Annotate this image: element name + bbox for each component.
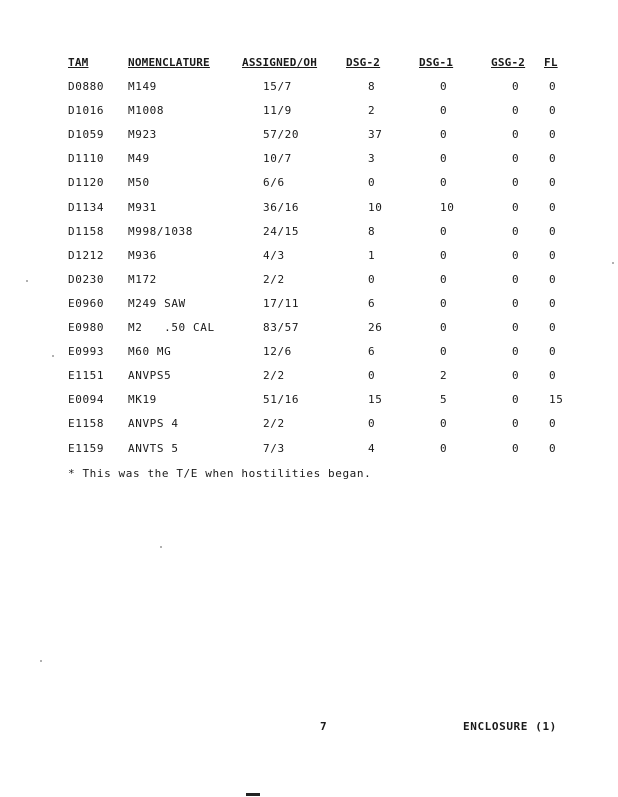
page-number: 7 bbox=[320, 720, 327, 733]
enclosure-label: ENCLOSURE (1) bbox=[463, 720, 557, 733]
header-tam: TAM bbox=[68, 56, 89, 69]
cell-nomenclature: ANVPS5 bbox=[128, 369, 172, 383]
cell-gsg2: 0 bbox=[512, 345, 520, 359]
table-row bbox=[0, 225, 618, 241]
cell-dsg1: 5 bbox=[440, 393, 448, 407]
table-row bbox=[0, 393, 618, 409]
cell-nomenclature: M50 bbox=[128, 176, 150, 190]
cell-tam: D1059 bbox=[68, 128, 105, 142]
cell-fl: 0 bbox=[549, 296, 557, 310]
cell-fl: 0 bbox=[549, 321, 557, 334]
cell-gsg2: 0 bbox=[512, 441, 520, 455]
header-dsg1: DSG-1 bbox=[419, 56, 454, 69]
cell-dsg2: 15 bbox=[368, 393, 383, 407]
cell-dsg1: 0 bbox=[440, 441, 448, 455]
cell-dsg2: 3 bbox=[368, 152, 376, 166]
cell-fl: 0 bbox=[549, 272, 557, 286]
cell-tam: E0980 bbox=[68, 321, 105, 334]
table-row bbox=[0, 104, 618, 120]
cell-nomenclature: M2 .50 CAL bbox=[128, 321, 215, 334]
cell-assigned: 24/15 bbox=[263, 224, 300, 238]
cell-tam: E0094 bbox=[68, 393, 105, 407]
table-row bbox=[0, 176, 618, 192]
table-row bbox=[0, 273, 618, 289]
header-assigned: ASSIGNED/OH bbox=[242, 56, 318, 69]
cell-dsg2: 37 bbox=[368, 128, 383, 142]
cell-fl: 0 bbox=[549, 200, 557, 214]
cell-assigned: 15/7 bbox=[263, 80, 292, 93]
cell-fl: 0 bbox=[549, 369, 557, 383]
cell-gsg2: 0 bbox=[512, 80, 520, 93]
table-row bbox=[0, 249, 618, 265]
cell-tam: E0960 bbox=[68, 296, 105, 310]
cell-tam: D1134 bbox=[68, 200, 105, 214]
cell-assigned: 12/6 bbox=[263, 345, 292, 359]
cell-gsg2: 0 bbox=[512, 417, 520, 431]
cell-fl: 0 bbox=[549, 80, 557, 93]
table-row bbox=[0, 152, 618, 168]
table-row bbox=[0, 442, 618, 458]
cell-assigned: 2/2 bbox=[263, 272, 285, 286]
cell-assigned: 51/16 bbox=[263, 393, 300, 407]
cell-nomenclature: M249 SAW bbox=[128, 296, 186, 310]
cell-fl: 0 bbox=[549, 176, 557, 190]
table-row bbox=[0, 345, 618, 361]
cell-dsg1: 0 bbox=[440, 80, 448, 93]
cell-dsg1: 0 bbox=[440, 272, 448, 286]
cell-gsg2: 0 bbox=[512, 200, 520, 214]
cell-nomenclature: M923 bbox=[128, 128, 157, 142]
cell-nomenclature: ANVPS 4 bbox=[128, 417, 179, 431]
cell-dsg1: 10 bbox=[440, 200, 455, 214]
cell-dsg2: 6 bbox=[368, 296, 376, 310]
cell-nomenclature: MK19 bbox=[128, 393, 157, 407]
cell-dsg2: 6 bbox=[368, 345, 376, 359]
cell-dsg1: 2 bbox=[440, 369, 448, 383]
header-fl: FL bbox=[544, 56, 558, 69]
cell-tam: E1158 bbox=[68, 417, 105, 431]
cell-assigned: 17/11 bbox=[263, 296, 300, 310]
cell-dsg1: 0 bbox=[440, 345, 448, 359]
cell-gsg2: 0 bbox=[512, 104, 520, 118]
cell-fl: 0 bbox=[549, 248, 557, 262]
cell-assigned: 83/57 bbox=[263, 321, 300, 334]
cell-nomenclature: M49 bbox=[128, 152, 150, 166]
cell-dsg2: 4 bbox=[368, 441, 376, 455]
cell-nomenclature: M149 bbox=[128, 80, 157, 93]
cell-assigned: 7/3 bbox=[263, 441, 285, 455]
cell-tam: E1159 bbox=[68, 441, 105, 455]
cell-tam: D1158 bbox=[68, 224, 105, 238]
table-row bbox=[0, 297, 618, 313]
cell-fl: 0 bbox=[549, 152, 557, 166]
cell-tam: D1016 bbox=[68, 104, 105, 118]
cell-gsg2: 0 bbox=[512, 128, 520, 142]
cell-gsg2: 0 bbox=[512, 369, 520, 383]
cell-dsg1: 0 bbox=[440, 417, 448, 431]
cell-dsg2: 0 bbox=[368, 176, 376, 190]
cell-dsg2: 0 bbox=[368, 417, 376, 431]
cell-dsg2: 10 bbox=[368, 200, 383, 214]
header-dsg2: DSG-2 bbox=[346, 56, 381, 69]
cell-nomenclature: M1008 bbox=[128, 104, 165, 118]
cell-fl: 0 bbox=[549, 417, 557, 431]
cell-dsg2: 8 bbox=[368, 80, 376, 93]
cell-gsg2: 0 bbox=[512, 248, 520, 262]
scan-speck bbox=[160, 546, 162, 548]
header-gsg2: GSG-2 bbox=[491, 56, 526, 69]
table-row bbox=[0, 80, 618, 96]
scan-speck bbox=[52, 355, 54, 357]
cell-tam: D1120 bbox=[68, 176, 105, 190]
cell-assigned: 36/16 bbox=[263, 200, 300, 214]
cell-gsg2: 0 bbox=[512, 176, 520, 190]
scan-mark bbox=[246, 793, 260, 796]
cell-assigned: 11/9 bbox=[263, 104, 292, 118]
cell-fl: 0 bbox=[549, 224, 557, 238]
cell-gsg2: 0 bbox=[512, 321, 520, 334]
table-row bbox=[0, 128, 618, 144]
cell-tam: D0880 bbox=[68, 80, 105, 93]
table-row bbox=[0, 321, 618, 337]
cell-nomenclature: M172 bbox=[128, 272, 157, 286]
cell-tam: D1110 bbox=[68, 152, 105, 166]
cell-dsg2: 0 bbox=[368, 272, 376, 286]
cell-dsg2: 0 bbox=[368, 369, 376, 383]
table-row bbox=[0, 369, 618, 385]
cell-dsg1: 0 bbox=[440, 296, 448, 310]
cell-tam: D0230 bbox=[68, 272, 105, 286]
footnote: * This was the T/E when hostilities began. bbox=[68, 467, 372, 480]
cell-gsg2: 0 bbox=[512, 393, 520, 407]
cell-dsg1: 0 bbox=[440, 224, 448, 238]
cell-assigned: 2/2 bbox=[263, 369, 285, 383]
cell-dsg1: 0 bbox=[440, 176, 448, 190]
cell-tam: E0993 bbox=[68, 345, 105, 359]
cell-dsg1: 0 bbox=[440, 152, 448, 166]
cell-dsg2: 2 bbox=[368, 104, 376, 118]
cell-nomenclature: M936 bbox=[128, 248, 157, 262]
cell-gsg2: 0 bbox=[512, 224, 520, 238]
cell-nomenclature: ANVTS 5 bbox=[128, 441, 179, 455]
cell-assigned: 6/6 bbox=[263, 176, 285, 190]
scan-speck bbox=[26, 280, 28, 282]
cell-fl: 0 bbox=[549, 441, 557, 455]
cell-fl: 15 bbox=[549, 393, 564, 407]
table-row bbox=[0, 417, 618, 433]
cell-fl: 0 bbox=[549, 104, 557, 118]
cell-nomenclature: M931 bbox=[128, 200, 157, 214]
cell-dsg1: 0 bbox=[440, 248, 448, 262]
cell-gsg2: 0 bbox=[512, 272, 520, 286]
cell-assigned: 57/20 bbox=[263, 128, 300, 142]
cell-dsg1: 0 bbox=[440, 104, 448, 118]
cell-fl: 0 bbox=[549, 128, 557, 142]
cell-dsg2: 1 bbox=[368, 248, 376, 262]
table-row bbox=[0, 201, 618, 217]
cell-nomenclature: M60 MG bbox=[128, 345, 172, 359]
cell-dsg1: 0 bbox=[440, 321, 448, 334]
cell-fl: 0 bbox=[549, 345, 557, 359]
cell-gsg2: 0 bbox=[512, 152, 520, 166]
cell-assigned: 2/2 bbox=[263, 417, 285, 431]
cell-dsg1: 0 bbox=[440, 128, 448, 142]
cell-tam: E1151 bbox=[68, 369, 105, 383]
cell-nomenclature: M998/1038 bbox=[128, 224, 194, 238]
cell-tam: D1212 bbox=[68, 248, 105, 262]
cell-dsg2: 8 bbox=[368, 224, 376, 238]
cell-assigned: 4/3 bbox=[263, 248, 285, 262]
scan-speck bbox=[612, 262, 614, 264]
cell-gsg2: 0 bbox=[512, 296, 520, 310]
header-nomenclature: NOMENCLATURE bbox=[128, 56, 210, 69]
cell-assigned: 10/7 bbox=[263, 152, 292, 166]
cell-dsg2: 26 bbox=[368, 321, 383, 334]
scan-speck bbox=[40, 660, 42, 662]
